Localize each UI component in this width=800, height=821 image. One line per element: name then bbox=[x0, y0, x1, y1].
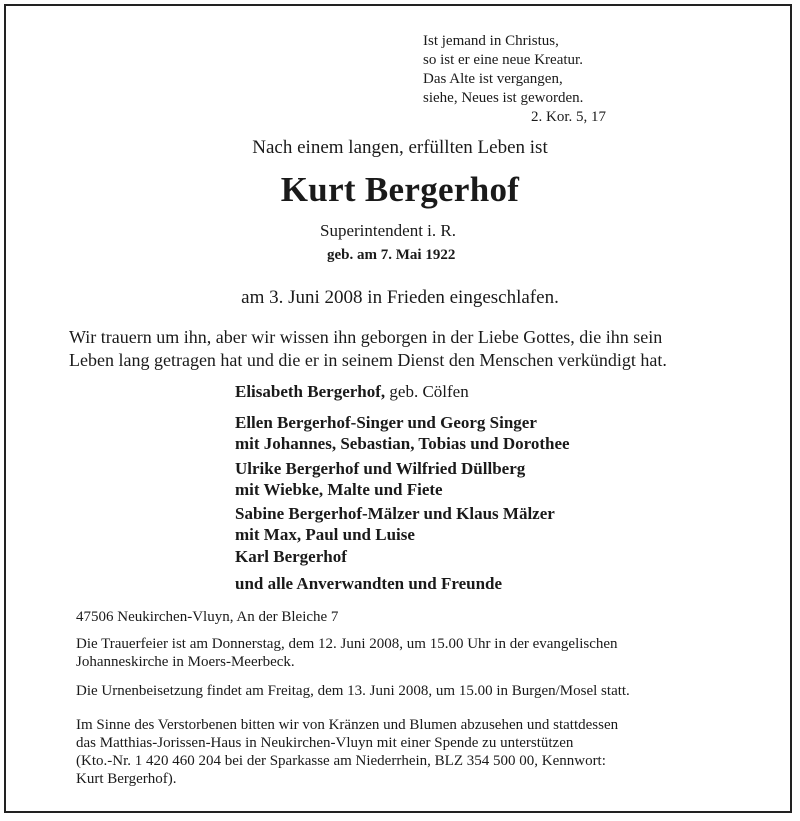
address: 47506 Neukirchen-Vluyn, An der Bleiche 7 bbox=[76, 609, 339, 625]
info-line: (Kto.-Nr. 1 420 460 204 bei der Sparkasse am Niederrhein, BLZ 354 500 00, Kennwort: bbox=[76, 753, 606, 769]
urn-burial-info: Die Urnenbeisetzung findet am Freitag, dem 13. Juni 2008, um 15.00 in Burgen/Mosel statt. bbox=[76, 683, 630, 699]
widow-name: Elisabeth Bergerhof, bbox=[235, 382, 386, 401]
info-line: Im Sinne des Verstorbenen bitten wir von Kränzen und Blumen abzusehen und stattdessen bbox=[76, 717, 619, 733]
mourning-text bbox=[69, 326, 667, 372]
family-line: mit Wiebke, Malte und Fiete bbox=[235, 480, 443, 499]
family-line: Sabine Bergerhof-Mälzer und Klaus Mälzer bbox=[235, 504, 555, 523]
family-closing: und alle Anverwandten und Freunde bbox=[235, 574, 503, 593]
family-line: mit Max, Paul und Luise bbox=[235, 525, 415, 544]
family-line: Ellen Bergerhof-Singer und Georg Singer bbox=[235, 413, 537, 432]
death-date: am 3. Juni 2008 in Frieden eingeschlafen. bbox=[241, 287, 559, 308]
verse-line: Ist jemand in Christus, bbox=[423, 33, 559, 49]
info-line: Johanneskirche in Moers-Meerbeck. bbox=[76, 654, 295, 670]
verse-line: Das Alte ist vergangen, bbox=[423, 71, 563, 87]
donation-info bbox=[76, 716, 618, 788]
bible-verse bbox=[423, 32, 606, 127]
birth-date: geb. am 7. Mai 1922 bbox=[327, 247, 456, 263]
verse-line: siehe, Neues ist geworden. bbox=[423, 90, 584, 106]
info-line: Kurt Bergerhof). bbox=[76, 771, 177, 787]
mourning-line: Wir trauern um ihn, aber wir wissen ihn geborgen in der Liebe Gottes, die ihn sein bbox=[69, 327, 663, 347]
family-line: mit Johannes, Sebastian, Tobias und Dorothee bbox=[235, 434, 570, 453]
verse-reference: 2. Kor. 5, 17 bbox=[531, 109, 606, 125]
intro-line: Nach einem langen, erfüllten Leben ist bbox=[252, 137, 548, 158]
mourning-line: Leben lang getragen hat und die er in seinem Dienst den Menschen verkündigt hat. bbox=[69, 350, 667, 370]
funeral-info bbox=[76, 635, 618, 671]
widow-maiden-name: geb. Cölfen bbox=[385, 382, 469, 401]
family-line: Ulrike Bergerhof und Wilfried Düllberg bbox=[235, 459, 526, 478]
info-line: Die Trauerfeier ist am Donnerstag, dem 12. Juni 2008, um 15.00 Uhr in der evangelischen bbox=[76, 636, 618, 652]
family-group-3 bbox=[235, 503, 555, 545]
family-group-4: Karl Bergerhof bbox=[235, 547, 347, 566]
deceased-name: Kurt Bergerhof bbox=[280, 170, 520, 209]
deceased-title: Superintendent i. R. bbox=[320, 221, 456, 240]
family-widow bbox=[235, 381, 469, 402]
family-group-2 bbox=[235, 458, 525, 500]
verse-line: so ist er eine neue Kreatur. bbox=[423, 52, 583, 68]
info-line: das Matthias-Jorissen-Haus in Neukirchen-Vluyn mit einer Spende zu unterstützen bbox=[76, 735, 574, 751]
family-group-1 bbox=[235, 412, 570, 454]
